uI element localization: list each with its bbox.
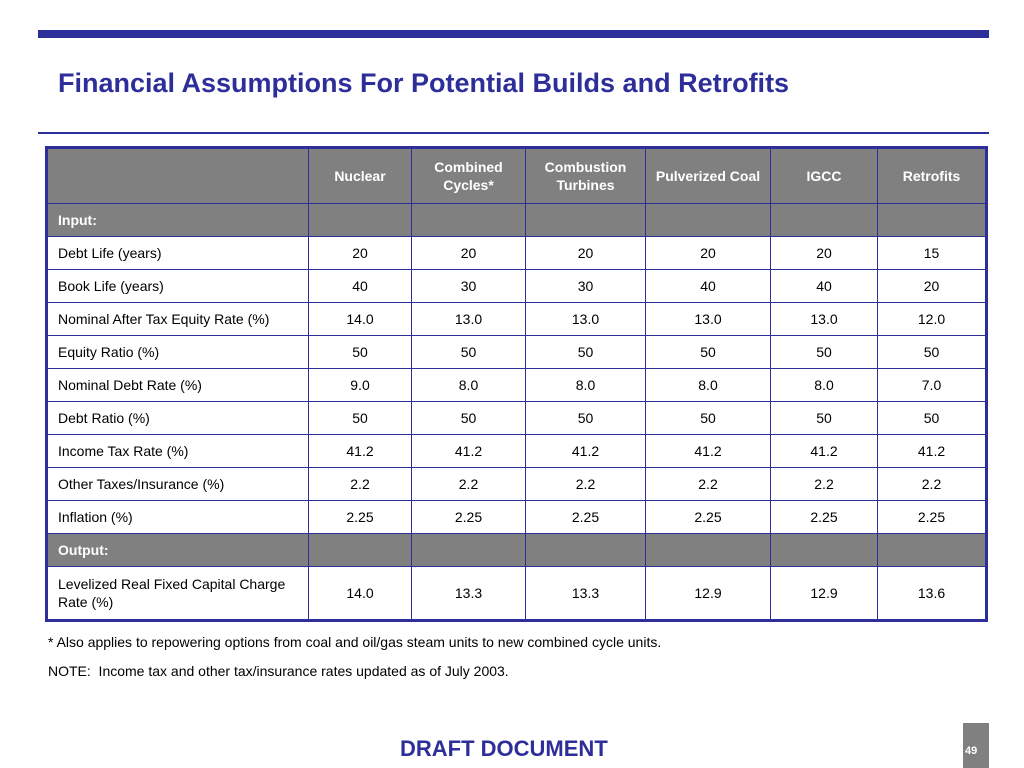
- table-cell: 8.0: [771, 369, 878, 402]
- table-cell: 20: [412, 237, 526, 270]
- section-empty-cell: [646, 534, 771, 567]
- table-cell: 7.0: [878, 369, 987, 402]
- row-label: Other Taxes/Insurance (%): [47, 468, 309, 501]
- top-accent-bar: [38, 30, 989, 38]
- table-cell: 14.0: [309, 303, 412, 336]
- table-cell: 2.25: [646, 501, 771, 534]
- table-section-row: [47, 204, 987, 237]
- table-section-row: [47, 534, 987, 567]
- section-empty-cell: [412, 534, 526, 567]
- section-empty-cell: [771, 204, 878, 237]
- table-cell: 30: [412, 270, 526, 303]
- table-cell: 8.0: [526, 369, 646, 402]
- header-combined-cycles: Combined Cycles*: [412, 148, 526, 204]
- table-cell: 8.0: [412, 369, 526, 402]
- table-row: [47, 270, 987, 303]
- table-row: [47, 336, 987, 369]
- page-title: Financial Assumptions For Potential Builds and Retrofits: [58, 68, 790, 98]
- page-number: 49: [965, 745, 978, 757]
- section-empty-cell: [526, 534, 646, 567]
- table-cell: 13.3: [412, 567, 526, 621]
- section-label: Input:: [47, 204, 309, 237]
- table-cell: 13.0: [412, 303, 526, 336]
- table-cell: 30: [526, 270, 646, 303]
- table-cell: 9.0: [309, 369, 412, 402]
- table-cell: 50: [771, 336, 878, 369]
- table-cell: 2.25: [309, 501, 412, 534]
- section-empty-cell: [771, 534, 878, 567]
- row-label: Debt Life (years): [47, 237, 309, 270]
- table-cell: 41.2: [878, 435, 987, 468]
- table-cell: 50: [412, 336, 526, 369]
- table-row: [47, 567, 987, 621]
- financial-assumptions-table: [45, 146, 988, 622]
- table-cell: 15: [878, 237, 987, 270]
- section-empty-cell: [412, 204, 526, 237]
- header-retrofits: Retrofits: [878, 148, 987, 204]
- table-cell: 40: [309, 270, 412, 303]
- header-igcc: IGCC: [771, 148, 878, 204]
- table-cell: 50: [771, 402, 878, 435]
- table-cell: 13.6: [878, 567, 987, 621]
- row-label: Debt Ratio (%): [47, 402, 309, 435]
- table-row: [47, 369, 987, 402]
- table-cell: 41.2: [412, 435, 526, 468]
- table-cell: 12.9: [771, 567, 878, 621]
- table-cell: 2.2: [309, 468, 412, 501]
- row-label: Income Tax Rate (%): [47, 435, 309, 468]
- table-row: [47, 468, 987, 501]
- header-nuclear: Nuclear: [309, 148, 412, 204]
- section-label: Output:: [47, 534, 309, 567]
- table-cell: 20: [309, 237, 412, 270]
- table-cell: 13.0: [646, 303, 771, 336]
- row-label: Inflation (%): [47, 501, 309, 534]
- table-row: [47, 402, 987, 435]
- table-cell: 41.2: [526, 435, 646, 468]
- table-cell: 2.25: [526, 501, 646, 534]
- table-cell: 12.9: [646, 567, 771, 621]
- row-label: Equity Ratio (%): [47, 336, 309, 369]
- table-cell: 50: [309, 402, 412, 435]
- header-combustion-turbines: Combustion Turbines: [526, 148, 646, 204]
- section-empty-cell: [878, 534, 987, 567]
- section-empty-cell: [878, 204, 987, 237]
- table-cell: 40: [646, 270, 771, 303]
- table-cell: 50: [878, 336, 987, 369]
- table-cell: 50: [309, 336, 412, 369]
- table-cell: 14.0: [309, 567, 412, 621]
- table-cell: 2.25: [878, 501, 987, 534]
- table-row: [47, 501, 987, 534]
- table-cell: 13.0: [771, 303, 878, 336]
- table-cell: 13.0: [526, 303, 646, 336]
- table-cell: 40: [771, 270, 878, 303]
- table-cell: 2.2: [526, 468, 646, 501]
- table-cell: 2.2: [412, 468, 526, 501]
- table-row: [47, 237, 987, 270]
- table-cell: 2.2: [646, 468, 771, 501]
- row-label: Nominal Debt Rate (%): [47, 369, 309, 402]
- header-label-column: [47, 148, 309, 204]
- table-cell: 50: [646, 402, 771, 435]
- title-divider: [38, 132, 989, 134]
- table-cell: 50: [526, 402, 646, 435]
- row-label: Nominal After Tax Equity Rate (%): [47, 303, 309, 336]
- section-empty-cell: [309, 534, 412, 567]
- table-cell: 20: [526, 237, 646, 270]
- table-cell: 50: [412, 402, 526, 435]
- header-pulverized-coal: Pulverized Coal: [646, 148, 771, 204]
- table-header-row: [47, 148, 987, 204]
- table-row: [47, 435, 987, 468]
- table-cell: 2.25: [412, 501, 526, 534]
- table-cell: 50: [646, 336, 771, 369]
- row-label: Book Life (years): [47, 270, 309, 303]
- table-cell: 8.0: [646, 369, 771, 402]
- table-cell: 2.2: [771, 468, 878, 501]
- table-cell: 50: [526, 336, 646, 369]
- table-cell: 12.0: [878, 303, 987, 336]
- table-cell: 2.25: [771, 501, 878, 534]
- section-empty-cell: [646, 204, 771, 237]
- table-cell: 13.3: [526, 567, 646, 621]
- section-empty-cell: [526, 204, 646, 237]
- table-cell: 20: [878, 270, 987, 303]
- section-empty-cell: [309, 204, 412, 237]
- table-row: [47, 303, 987, 336]
- footnote: * Also applies to repowering options from coal and oil/gas steam units to new combined cycle units.: [48, 634, 662, 650]
- update-note: NOTE: Income tax and other tax/insurance rates updated as of July 2003.: [48, 663, 509, 679]
- table-cell: 41.2: [646, 435, 771, 468]
- table-cell: 41.2: [771, 435, 878, 468]
- page-number-box: [963, 723, 989, 768]
- table-cell: 20: [771, 237, 878, 270]
- row-label: Levelized Real Fixed Capital Charge Rate (%): [47, 567, 309, 621]
- draft-document-label: DRAFT DOCUMENT: [400, 736, 608, 761]
- table-cell: 20: [646, 237, 771, 270]
- table-cell: 41.2: [309, 435, 412, 468]
- table-cell: 2.2: [878, 468, 987, 501]
- table-cell: 50: [878, 402, 987, 435]
